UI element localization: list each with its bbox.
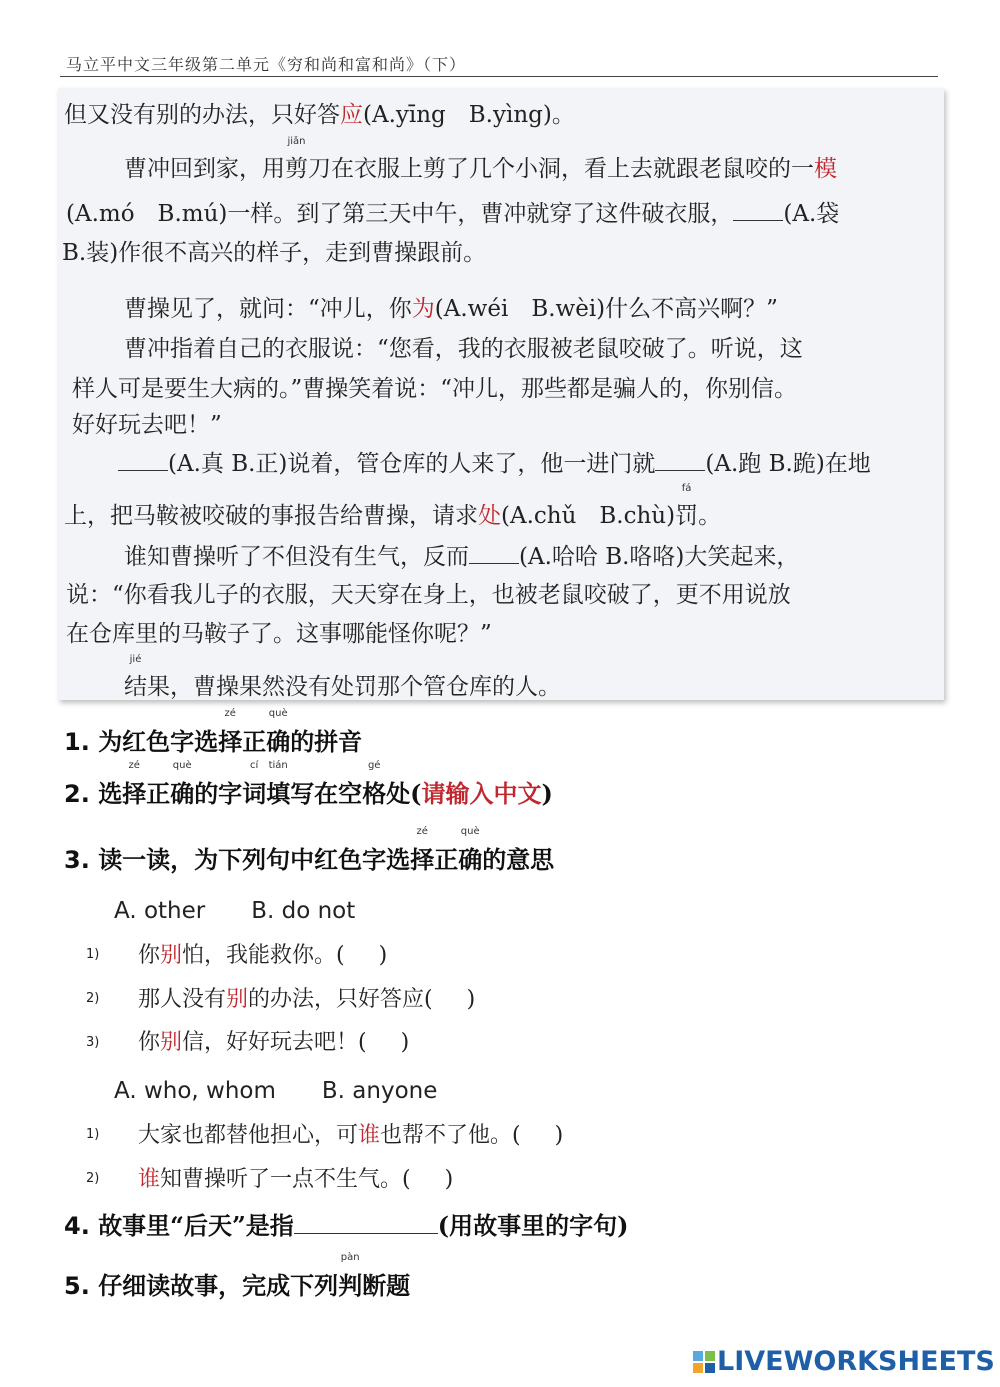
red-char: 模	[814, 156, 837, 182]
passage-line-2: 曹冲回到家，用 jiǎn 剪刀在衣服上剪了几个小洞，看上去就跟老鼠咬的一模	[124, 136, 837, 182]
passage-line-11: 谁知曹操听了不但没有生气，反而 (A.哈哈 B.咯咯)大笑起来，	[124, 544, 800, 570]
meaning-options-a: A. other B. do not	[114, 898, 356, 924]
item-number: 2)	[86, 991, 100, 1006]
worksheet-title: 马立平中文三年级第二单元《穷和尚和富和尚》（下）	[66, 55, 467, 74]
item-number: 1)	[86, 1127, 100, 1142]
item-number: 3)	[86, 1035, 100, 1050]
meaning-item: 那人没有别的办法，只好答应( )	[138, 987, 476, 1012]
meaning-item: 大家也都替他担心，可谁也帮不了他。( )	[138, 1123, 564, 1148]
meaning-item: 你别信，好好玩去吧！( )	[138, 1030, 410, 1055]
passage-line-1: 但又没有别的办法，只好答应(A.yīng B.yìng)。	[64, 102, 575, 128]
passage-line-4: B.装)作很不高兴的样子，走到曹操跟前。	[62, 240, 487, 266]
meaning-item: 谁知曹操听了一点不生气。( )	[138, 1167, 454, 1192]
passage-line-5: 曹操见了，就问：“冲儿，你为(A.wéi B.wèi)什么不高兴啊？”	[124, 296, 778, 322]
passage-line-9: (A.真 B.正)说着，管仓库的人来了，他一进门就 (A.跑 B.跪)在地	[118, 445, 871, 478]
question-5: 5. 仔细读故事，完成下列 pàn 判断题	[64, 1252, 411, 1300]
liveworksheets-badge-icon	[693, 1351, 715, 1373]
question-2: 2. 选 zé 择正 què 确的字 cí 词 tián 填写在空 gé 格处(请输入中文)	[64, 760, 553, 808]
question-1: 1. 为红色字选 zé 择正 què 确的拼音	[64, 708, 363, 756]
passage-line-7: 样人可是要生大病的。”曹操笑着说：“冲儿，那些都是骗人的，你别信。	[72, 376, 798, 402]
red-char: 应	[340, 102, 363, 128]
brand-name: LIVEWORKSHEETS	[717, 1346, 995, 1377]
fill-blank[interactable]	[733, 202, 783, 221]
meaning-item: 你别怕，我能救你。( )	[138, 943, 388, 968]
ruby-char: jié 结	[124, 654, 147, 700]
red-char: 处	[478, 503, 501, 529]
item-number: 1)	[86, 947, 100, 962]
item-number: 2)	[86, 1171, 100, 1186]
passage-line-13: 在仓库里的马鞍子了。这事哪能怪你呢？”	[66, 621, 492, 647]
story-passage	[58, 88, 944, 700]
passage-line-6: 曹冲指着自己的衣服说：“您看，我的衣服被老鼠咬破了。听说，这	[124, 336, 803, 362]
passage-line-8: 好好玩去吧！”	[72, 412, 222, 438]
question-3: 3. 读一读，为下列句中红色字选 zé 择正 què 确的意思	[64, 826, 555, 874]
passage-line-3: (A.mó B.mú)一样。到了第三天中午，曹冲就穿了这件破衣服， (A.袋	[66, 201, 840, 227]
question-4: 4. 故事里“后天”是指 (用故事里的字句)	[64, 1211, 629, 1240]
fill-blank[interactable]	[118, 452, 168, 471]
passage-line-12: 说：“你看我儿子的衣服，天天穿在身上，也被老鼠咬破了，更不用说放	[66, 582, 791, 608]
passage-line-10: 上，把马鞍被咬破的事报告给曹操，请求处(A.chǔ B.chù) fá 罚。	[64, 483, 722, 529]
header-divider	[60, 76, 938, 77]
red-char: 为	[411, 296, 435, 322]
meaning-options-b: A. who, whom B. anyone	[114, 1078, 438, 1104]
fill-blank[interactable]	[655, 452, 705, 471]
ruby-char: fá 罚	[675, 483, 699, 529]
fill-blank[interactable]	[469, 545, 519, 564]
answer-blank[interactable]	[294, 1215, 438, 1234]
ruby-char: jiǎn 剪	[285, 136, 308, 182]
passage-line-14: jié 结果，曹操果然没有处罚那个管仓库的人。	[124, 654, 561, 700]
instruction-red: 请输入中文	[421, 779, 542, 808]
